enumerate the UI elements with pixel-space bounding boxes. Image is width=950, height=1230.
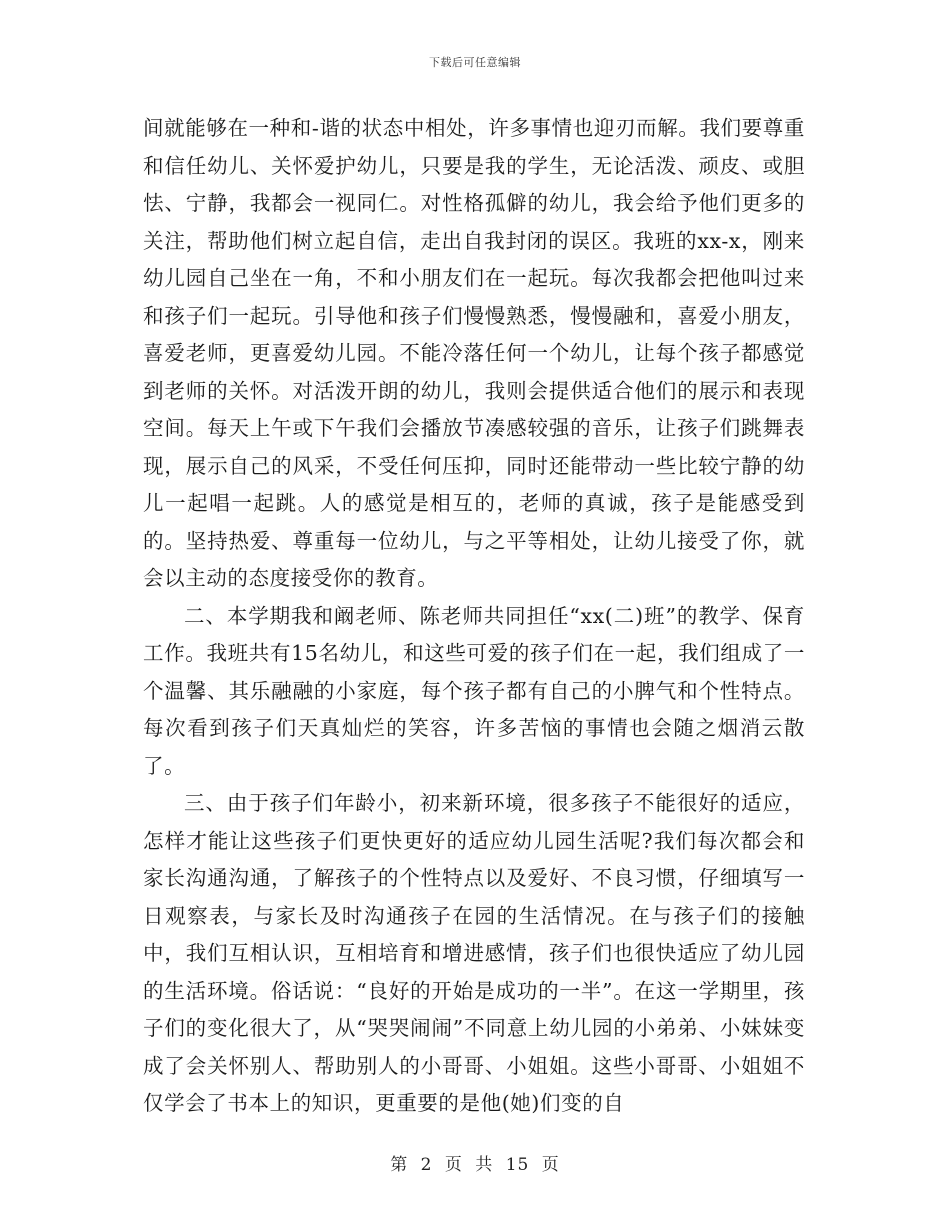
page-number-footer: 第 2 页 共 15 页 [390,1155,560,1175]
document-body [143,110,805,1123]
page-header: 下载后可任意编辑 [429,56,521,69]
paragraph-3: 三、由于孩子们年龄小，初来新环境，很多孩子不能很好的适应，怎样才能让这些孩子们更快更好的适应幼儿园生活呢?我们每次都会和家长沟通沟通，了解孩子的个性特点以及爱好、不良习惯，仔细填写一日观察表，与家长及时沟通孩子在园的生活情况。在与孩子们的接触中，我们互相认识，互相培育和增进感情，孩子们也很快适应了幼儿园的生活环境。俗话说：“良好的开始是成功的一半”。在这一学期里，孩子们的变化很大了，从“哭哭闹闹”不同意上幼儿园的小弟弟、小妹妹变成了会关怀别人、帮助别人的小哥哥、小姐姐。这些小哥哥、小姐姐不仅学会了书本上的知识，更重要的是他(她)们变的自 [143,791,805,1115]
paragraph-2: 二、本学期我和阚老师、陈老师共同担任“xx(二)班”的教学、保育工作。我班共有15名幼儿，和这些可爱的孩子们在一起，我们组成了一个温馨、其乐融融的小家庭，每个孩子都有自己的小脾气和个性特点。每次看到孩子们天真灿烂的笑容，许多苦恼的事情也会随之烟消云散了。 [143,603,805,778]
paragraph-1: 间就能够在一种和-谐的状态中相处，许多事情也迎刃而解。我们要尊重和信任幼儿、关怀爱护幼儿，只要是我的学生，无论活泼、顽皮、或胆怯、宁静，我都会一视同仁。对性格孤僻的幼儿，我会给予他们更多的关注，帮助他们树立起自信，走出自我封闭的误区。我班的xx-x，刚来幼儿园自己坐在一角，不和小朋友们在一起玩。每次我都会把他叫过来和孩子们一起玩。引导他和孩子们慢慢熟悉，慢慢融和，喜爱小朋友，喜爱老师，更喜爱幼儿园。不能冷落任何一个幼儿，让每个孩子都感觉到老师的关怀。对活泼开朗的幼儿，我则会提供适合他们的展示和表现空间。每天上午或下午我们会播放节凑感较强的音乐，让孩子们跳舞表现，展示自己的风采，不受任何压抑，同时还能带动一些比较宁静的幼儿一起唱一起跳。人的感觉是相互的，老师的真诚，孩子是能感受到的。坚持热爱、尊重每一位幼儿，与之平等相处，让幼儿接受了你，就会以主动的态度接受你的教育。 [143,116,805,590]
